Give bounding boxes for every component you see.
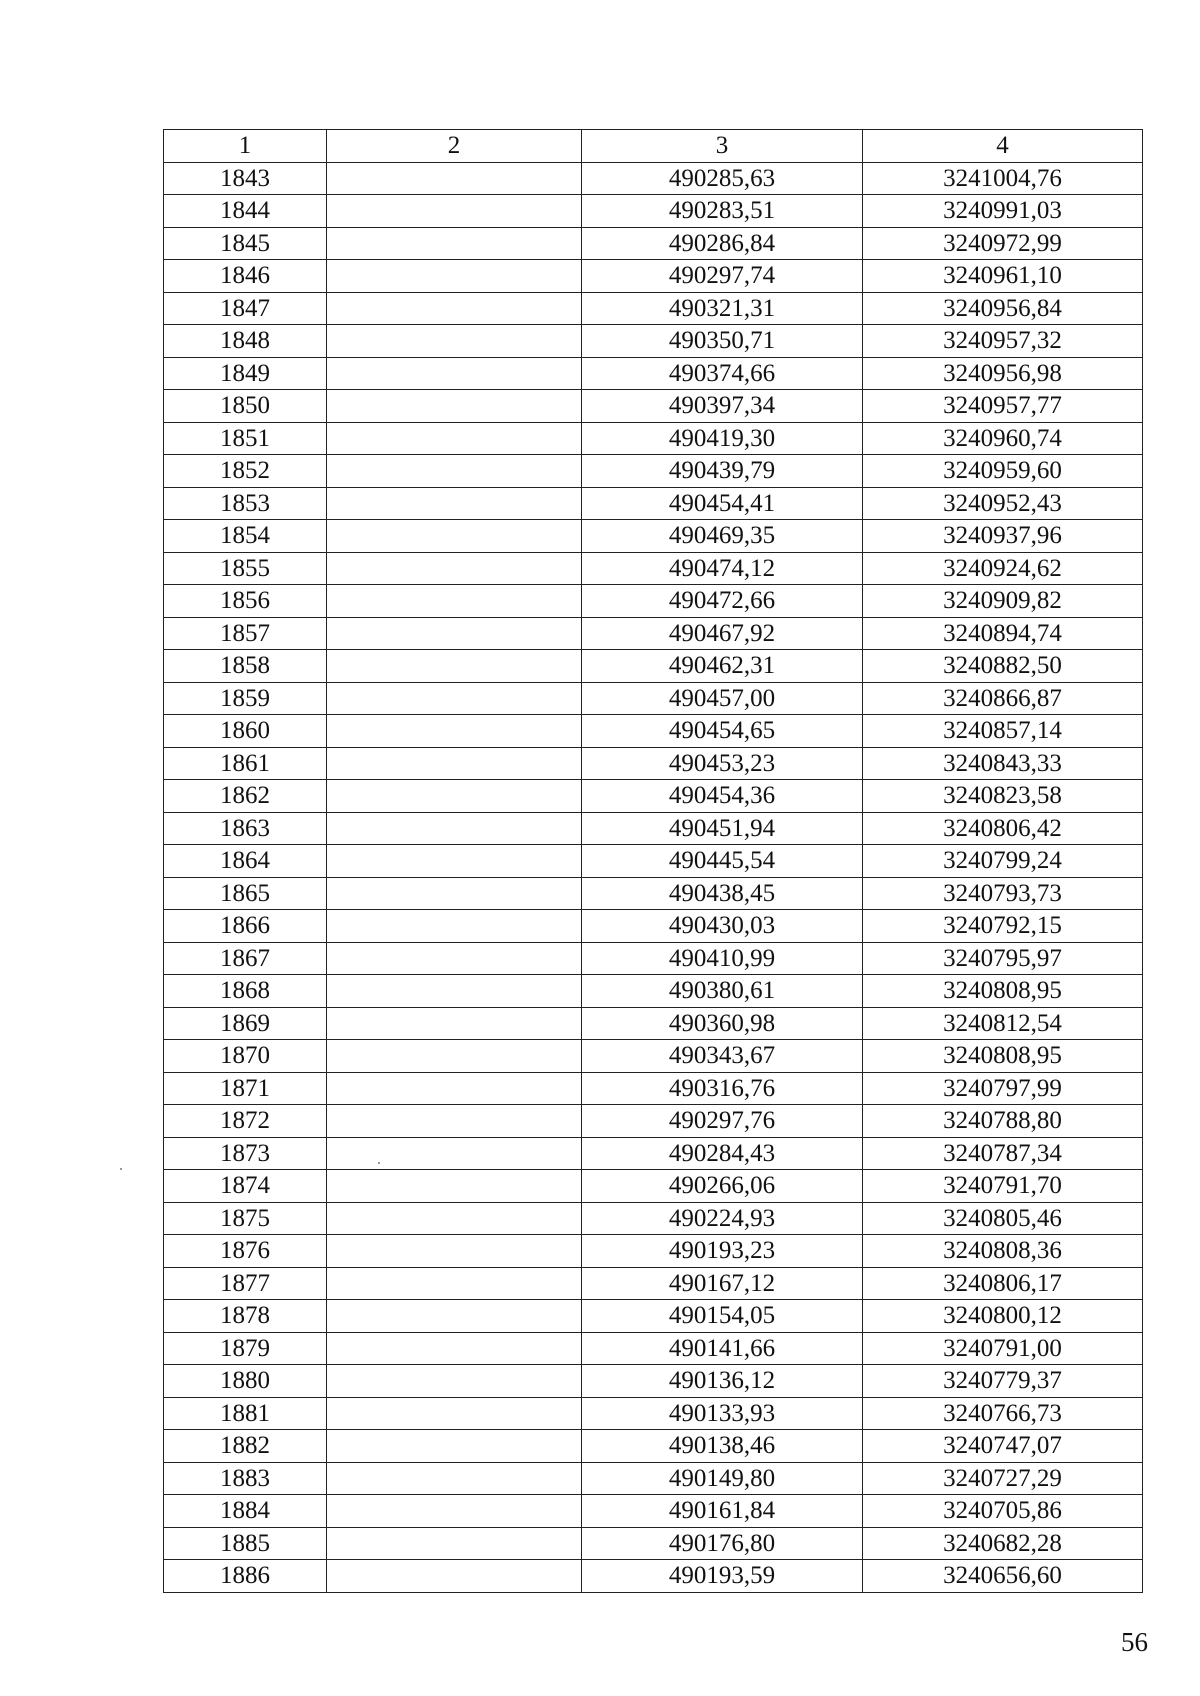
- table-row: [164, 1137, 1143, 1170]
- table-cell-col-2: [327, 390, 582, 423]
- column-header-1: 1: [164, 130, 327, 163]
- table-cell-col-4: 3240788,80: [863, 1105, 1143, 1138]
- table-cell-col-1: 1847: [164, 292, 327, 325]
- table-row: [164, 845, 1143, 878]
- table-cell-col-1: 1884: [164, 1495, 327, 1528]
- table-cell-col-3: 490350,71: [582, 325, 863, 358]
- table-cell-col-1: 1868: [164, 975, 327, 1008]
- table-cell-col-1: 1855: [164, 552, 327, 585]
- table-cell-col-2: [327, 195, 582, 228]
- table-cell-col-2: [327, 1430, 582, 1463]
- table-cell-col-4: 3240766,73: [863, 1397, 1143, 1430]
- column-header-3: 3: [582, 130, 863, 163]
- table-cell-col-1: 1871: [164, 1072, 327, 1105]
- table-cell-col-1: 1856: [164, 585, 327, 618]
- table-cell-col-1: 1874: [164, 1170, 327, 1203]
- table-row: [164, 1300, 1143, 1333]
- table-row: [164, 1560, 1143, 1593]
- table-body: [164, 162, 1143, 1592]
- table-cell-col-1: 1854: [164, 520, 327, 553]
- table-cell-col-2: [327, 422, 582, 455]
- table-cell-col-3: 490141,66: [582, 1332, 863, 1365]
- table-cell-col-4: 3240909,82: [863, 585, 1143, 618]
- table-cell-col-2: [327, 260, 582, 293]
- table-cell-col-4: 3240843,33: [863, 747, 1143, 780]
- table-cell-col-1: 1883: [164, 1462, 327, 1495]
- table-cell-col-3: 490454,41: [582, 487, 863, 520]
- table-cell-col-4: 3240961,10: [863, 260, 1143, 293]
- table-cell-col-3: 490167,12: [582, 1267, 863, 1300]
- table-cell-col-2: [327, 357, 582, 390]
- table-row: [164, 812, 1143, 845]
- table-cell-col-2: [327, 942, 582, 975]
- table-cell-col-2: [327, 1040, 582, 1073]
- table-cell-col-4: 3240808,36: [863, 1235, 1143, 1268]
- table-cell-col-2: [327, 1397, 582, 1430]
- table-cell-col-1: 1886: [164, 1560, 327, 1593]
- table-cell-col-1: 1865: [164, 877, 327, 910]
- table-cell-col-3: 490316,76: [582, 1072, 863, 1105]
- table-cell-col-4: 3240656,60: [863, 1560, 1143, 1593]
- table-cell-col-2: [327, 910, 582, 943]
- table-cell-col-3: 490321,31: [582, 292, 863, 325]
- table-cell-col-3: 490149,80: [582, 1462, 863, 1495]
- table-cell-col-4: 3240957,32: [863, 325, 1143, 358]
- table-row: [164, 1235, 1143, 1268]
- table-cell-col-3: 490285,63: [582, 162, 863, 195]
- table-cell-col-4: 3240823,58: [863, 780, 1143, 813]
- table-cell-col-3: 490176,80: [582, 1527, 863, 1560]
- table-cell-col-2: [327, 877, 582, 910]
- table-cell-col-3: 490472,66: [582, 585, 863, 618]
- table-cell-col-1: 1866: [164, 910, 327, 943]
- table-row: [164, 1007, 1143, 1040]
- table-row: [164, 975, 1143, 1008]
- table-cell-col-4: 3240791,00: [863, 1332, 1143, 1365]
- table-row: [164, 1105, 1143, 1138]
- table-cell-col-1: 1867: [164, 942, 327, 975]
- table-cell-col-3: 490161,84: [582, 1495, 863, 1528]
- table-cell-col-3: 490474,12: [582, 552, 863, 585]
- table-row: [164, 1202, 1143, 1235]
- table-cell-col-1: 1849: [164, 357, 327, 390]
- table-cell-col-2: [327, 650, 582, 683]
- table-row: [164, 520, 1143, 553]
- table-cell-col-1: 1858: [164, 650, 327, 683]
- table-cell-col-2: [327, 1170, 582, 1203]
- table-row: [164, 910, 1143, 943]
- column-header-4: 4: [863, 130, 1143, 163]
- table-cell-col-1: 1846: [164, 260, 327, 293]
- table-cell-col-1: 1879: [164, 1332, 327, 1365]
- table-cell-col-1: 1862: [164, 780, 327, 813]
- table-cell-col-4: 3240956,84: [863, 292, 1143, 325]
- table-row: [164, 942, 1143, 975]
- table-cell-col-2: [327, 747, 582, 780]
- table-cell-col-1: 1861: [164, 747, 327, 780]
- table-cell-col-4: 3240956,98: [863, 357, 1143, 390]
- table-cell-col-2: [327, 1560, 582, 1593]
- table-cell-col-3: 490297,74: [582, 260, 863, 293]
- table-cell-col-4: 3240812,54: [863, 1007, 1143, 1040]
- table-cell-col-2: [327, 162, 582, 195]
- table-cell-col-1: 1870: [164, 1040, 327, 1073]
- table-cell-col-3: 490453,23: [582, 747, 863, 780]
- table-row: [164, 357, 1143, 390]
- table-cell-col-3: 490360,98: [582, 1007, 863, 1040]
- table-cell-col-2: [327, 617, 582, 650]
- table-row: [164, 1397, 1143, 1430]
- table-cell-col-4: 3240791,70: [863, 1170, 1143, 1203]
- table-row: [164, 1267, 1143, 1300]
- table-cell-col-4: 3240747,07: [863, 1430, 1143, 1463]
- table-cell-col-1: 1881: [164, 1397, 327, 1430]
- table-cell-col-3: 490457,00: [582, 682, 863, 715]
- table-row: [164, 585, 1143, 618]
- table-row: [164, 1040, 1143, 1073]
- scan-speck: [120, 1168, 122, 1170]
- table-row: [164, 325, 1143, 358]
- table-row: [164, 162, 1143, 195]
- table-cell-col-2: [327, 585, 582, 618]
- table-cell-col-1: 1843: [164, 162, 327, 195]
- table-cell-col-4: 3240808,95: [863, 975, 1143, 1008]
- table-cell-col-4: 3240793,73: [863, 877, 1143, 910]
- table-cell-col-4: 3240808,95: [863, 1040, 1143, 1073]
- table-cell-col-2: [327, 1365, 582, 1398]
- table-cell-col-3: 490397,34: [582, 390, 863, 423]
- table-cell-col-1: 1880: [164, 1365, 327, 1398]
- table-row: [164, 422, 1143, 455]
- table-cell-col-1: 1876: [164, 1235, 327, 1268]
- table-cell-col-4: 3240972,99: [863, 227, 1143, 260]
- table-cell-col-1: 1873: [164, 1137, 327, 1170]
- table-cell-col-3: 490283,51: [582, 195, 863, 228]
- table-row: [164, 780, 1143, 813]
- table-cell-col-2: [327, 812, 582, 845]
- table-cell-col-2: [327, 1462, 582, 1495]
- table-cell-col-1: 1869: [164, 1007, 327, 1040]
- table-cell-col-2: [327, 1137, 582, 1170]
- table-cell-col-2: [327, 1105, 582, 1138]
- table-cell-col-4: 3240866,87: [863, 682, 1143, 715]
- table-row: [164, 1527, 1143, 1560]
- page-number: 56: [1121, 1627, 1148, 1657]
- table-row: [164, 260, 1143, 293]
- column-header-2: 2: [327, 130, 582, 163]
- table-cell-col-3: 490454,65: [582, 715, 863, 748]
- table-header: [164, 130, 1143, 163]
- coordinates-table: [163, 129, 1143, 1593]
- table-cell-col-3: 490380,61: [582, 975, 863, 1008]
- table-row: [164, 487, 1143, 520]
- table-cell-col-3: 490454,36: [582, 780, 863, 813]
- table-row: [164, 1365, 1143, 1398]
- table-cell-col-2: [327, 520, 582, 553]
- table-cell-col-2: [327, 682, 582, 715]
- table-row: [164, 1495, 1143, 1528]
- table-cell-col-2: [327, 292, 582, 325]
- table-cell-col-2: [327, 975, 582, 1008]
- table-cell-col-4: 3240727,29: [863, 1462, 1143, 1495]
- table-cell-col-1: 1860: [164, 715, 327, 748]
- table-cell-col-2: [327, 1527, 582, 1560]
- table-cell-col-3: 490374,66: [582, 357, 863, 390]
- table-cell-col-4: 3240894,74: [863, 617, 1143, 650]
- table-cell-col-2: [327, 1495, 582, 1528]
- table-row: [164, 715, 1143, 748]
- table-cell-col-3: 490133,93: [582, 1397, 863, 1430]
- table-cell-col-4: 3240952,43: [863, 487, 1143, 520]
- table-cell-col-3: 490284,43: [582, 1137, 863, 1170]
- table-cell-col-3: 490266,06: [582, 1170, 863, 1203]
- table-cell-col-2: [327, 552, 582, 585]
- table-row: [164, 195, 1143, 228]
- table-cell-col-2: [327, 1300, 582, 1333]
- table-cell-col-3: 490193,23: [582, 1235, 863, 1268]
- table-cell-col-1: 1850: [164, 390, 327, 423]
- table-cell-col-4: 3240795,97: [863, 942, 1143, 975]
- table-cell-col-3: 490451,94: [582, 812, 863, 845]
- table-cell-col-2: [327, 1267, 582, 1300]
- table-cell-col-1: 1853: [164, 487, 327, 520]
- table-cell-col-2: [327, 780, 582, 813]
- table-cell-col-1: 1877: [164, 1267, 327, 1300]
- table-cell-col-4: 3240705,86: [863, 1495, 1143, 1528]
- table-cell-col-3: 490430,03: [582, 910, 863, 943]
- table-cell-col-4: 3240799,24: [863, 845, 1143, 878]
- table-cell-col-4: 3240800,12: [863, 1300, 1143, 1333]
- table-cell-col-3: 490410,99: [582, 942, 863, 975]
- table-cell-col-4: 3240882,50: [863, 650, 1143, 683]
- table-row: [164, 1170, 1143, 1203]
- table-cell-col-4: 3240957,77: [863, 390, 1143, 423]
- table-cell-col-1: 1844: [164, 195, 327, 228]
- table-cell-col-4: 3240924,62: [863, 552, 1143, 585]
- table-cell-col-4: 3240682,28: [863, 1527, 1143, 1560]
- table-cell-col-3: 490467,92: [582, 617, 863, 650]
- header-row: [164, 130, 1143, 163]
- table-cell-col-2: [327, 1072, 582, 1105]
- table-cell-col-3: 490224,93: [582, 1202, 863, 1235]
- table-cell-col-1: 1882: [164, 1430, 327, 1463]
- table-cell-col-1: 1878: [164, 1300, 327, 1333]
- table-cell-col-1: 1859: [164, 682, 327, 715]
- table-cell-col-2: [327, 1202, 582, 1235]
- table-cell-col-2: [327, 845, 582, 878]
- table-cell-col-3: 490286,84: [582, 227, 863, 260]
- table-cell-col-2: [327, 227, 582, 260]
- table-cell-col-2: [327, 715, 582, 748]
- table-row: [164, 1332, 1143, 1365]
- table-cell-col-4: 3240779,37: [863, 1365, 1143, 1398]
- table-cell-col-3: 490136,12: [582, 1365, 863, 1398]
- table-cell-col-3: 490193,59: [582, 1560, 863, 1593]
- table-row: [164, 1072, 1143, 1105]
- table-cell-col-3: 490154,05: [582, 1300, 863, 1333]
- table-row: [164, 292, 1143, 325]
- table-row: [164, 390, 1143, 423]
- table-row: [164, 650, 1143, 683]
- table-cell-col-4: 3240857,14: [863, 715, 1143, 748]
- table-cell-col-3: 490439,79: [582, 455, 863, 488]
- table-row: [164, 227, 1143, 260]
- table-cell-col-3: 490445,54: [582, 845, 863, 878]
- table-row: [164, 877, 1143, 910]
- table-row: [164, 552, 1143, 585]
- table-cell-col-1: 1857: [164, 617, 327, 650]
- table-cell-col-2: [327, 1007, 582, 1040]
- table-cell-col-1: 1851: [164, 422, 327, 455]
- table-cell-col-4: 3241004,76: [863, 162, 1143, 195]
- table-cell-col-4: 3240787,34: [863, 1137, 1143, 1170]
- table-cell-col-3: 490343,67: [582, 1040, 863, 1073]
- table-cell-col-1: 1863: [164, 812, 327, 845]
- table-cell-col-2: [327, 1332, 582, 1365]
- table-cell-col-4: 3240792,15: [863, 910, 1143, 943]
- table-cell-col-1: 1872: [164, 1105, 327, 1138]
- table-cell-col-1: 1885: [164, 1527, 327, 1560]
- table-cell-col-4: 3240959,60: [863, 455, 1143, 488]
- table-cell-col-3: 490438,45: [582, 877, 863, 910]
- table-cell-col-1: 1864: [164, 845, 327, 878]
- table-cell-col-3: 490462,31: [582, 650, 863, 683]
- table-cell-col-1: 1852: [164, 455, 327, 488]
- table-cell-col-4: 3240805,46: [863, 1202, 1143, 1235]
- table-cell-col-2: [327, 455, 582, 488]
- table-cell-col-4: 3240991,03: [863, 195, 1143, 228]
- table-cell-col-3: 490138,46: [582, 1430, 863, 1463]
- table-row: [164, 1462, 1143, 1495]
- table-cell-col-4: 3240797,99: [863, 1072, 1143, 1105]
- table-cell-col-1: 1845: [164, 227, 327, 260]
- table-row: [164, 1430, 1143, 1463]
- table-cell-col-3: 490297,76: [582, 1105, 863, 1138]
- table-row: [164, 682, 1143, 715]
- table-cell-col-2: [327, 325, 582, 358]
- table-row: [164, 455, 1143, 488]
- table-cell-col-4: 3240960,74: [863, 422, 1143, 455]
- table-cell-col-4: 3240806,42: [863, 812, 1143, 845]
- table-cell-col-4: 3240806,17: [863, 1267, 1143, 1300]
- table-row: [164, 747, 1143, 780]
- table-cell-col-2: [327, 487, 582, 520]
- table-row: [164, 617, 1143, 650]
- table-cell-col-4: 3240937,96: [863, 520, 1143, 553]
- scan-speck: [378, 1162, 380, 1164]
- table-cell-col-3: 490469,35: [582, 520, 863, 553]
- table-cell-col-2: [327, 1235, 582, 1268]
- table-cell-col-1: 1848: [164, 325, 327, 358]
- table-cell-col-3: 490419,30: [582, 422, 863, 455]
- table-cell-col-1: 1875: [164, 1202, 327, 1235]
